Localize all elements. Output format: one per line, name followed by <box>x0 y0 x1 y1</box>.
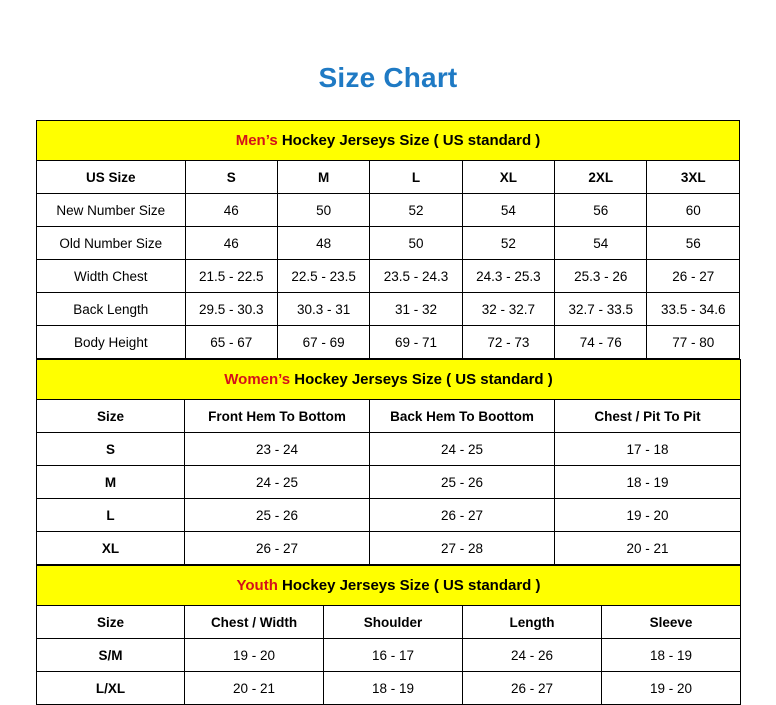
youth-row-0-val-2: 24 - 26 <box>463 639 602 672</box>
womens-row-2-val-2: 19 - 20 <box>555 499 741 532</box>
womens-row-0-val-2: 17 - 18 <box>555 433 741 466</box>
mens-row-0-val-0: 46 <box>185 194 277 227</box>
youth-row-1-val-2: 26 - 27 <box>463 672 602 705</box>
womens-row-3-val-2: 20 - 21 <box>555 532 741 565</box>
womens-row-1-val-2: 18 - 19 <box>555 466 741 499</box>
mens-col-2: M <box>277 161 369 194</box>
mens-row-2-val-3: 24.3 - 25.3 <box>462 260 554 293</box>
womens-row-0-label: S <box>37 433 185 466</box>
table-row <box>37 672 741 705</box>
mens-row-4-val-1: 67 - 69 <box>277 326 369 359</box>
page-title: Size Chart <box>318 62 458 93</box>
mens-row-0-val-2: 52 <box>370 194 462 227</box>
mens-row-0-val-4: 56 <box>555 194 647 227</box>
mens-row-1-val-3: 52 <box>462 227 554 260</box>
size-chart-container <box>36 120 740 705</box>
youth-section-header-row <box>37 566 741 606</box>
mens-row-2-val-4: 25.3 - 26 <box>555 260 647 293</box>
womens-col-1: Front Hem To Bottom <box>185 400 370 433</box>
mens-col-6: 3XL <box>647 161 740 194</box>
youth-size-table <box>36 565 741 705</box>
mens-col-1: S <box>185 161 277 194</box>
womens-row-3-val-0: 26 - 27 <box>185 532 370 565</box>
youth-section-rest: Hockey Jerseys Size ( US standard ) <box>277 577 541 594</box>
mens-row-3-val-1: 30.3 - 31 <box>277 293 369 326</box>
youth-row-1-label: L/XL <box>37 672 185 705</box>
mens-column-header-row <box>37 161 740 194</box>
womens-row-2-val-1: 26 - 27 <box>370 499 555 532</box>
youth-column-header-row <box>37 606 741 639</box>
womens-row-3-val-1: 27 - 28 <box>370 532 555 565</box>
table-row <box>37 532 741 565</box>
mens-col-3: L <box>370 161 462 194</box>
mens-row-4-val-2: 69 - 71 <box>370 326 462 359</box>
mens-section-header-row <box>37 121 740 161</box>
mens-row-2-val-0: 21.5 - 22.5 <box>185 260 277 293</box>
womens-row-2-val-0: 25 - 26 <box>185 499 370 532</box>
mens-row-3-val-4: 32.7 - 33.5 <box>555 293 647 326</box>
youth-col-3: Length <box>463 606 602 639</box>
mens-row-1-val-5: 56 <box>647 227 740 260</box>
mens-row-1-val-4: 54 <box>555 227 647 260</box>
table-row <box>37 639 741 672</box>
table-row <box>37 194 740 227</box>
mens-row-2-val-2: 23.5 - 24.3 <box>370 260 462 293</box>
mens-row-4-val-5: 77 - 80 <box>647 326 740 359</box>
mens-row-4-label: Body Height <box>37 326 186 359</box>
mens-row-2-label: Width Chest <box>37 260 186 293</box>
womens-column-header-row <box>37 400 741 433</box>
womens-row-0-val-1: 24 - 25 <box>370 433 555 466</box>
mens-row-1-val-1: 48 <box>277 227 369 260</box>
youth-row-1-val-0: 20 - 21 <box>185 672 324 705</box>
youth-row-0-val-3: 18 - 19 <box>602 639 741 672</box>
mens-row-1-val-0: 46 <box>185 227 277 260</box>
mens-section-header <box>37 121 740 161</box>
womens-section-header-row <box>37 360 741 400</box>
mens-section-accent: Men’s <box>235 132 278 149</box>
table-row <box>37 260 740 293</box>
mens-row-4-val-3: 72 - 73 <box>462 326 554 359</box>
mens-row-1-label: Old Number Size <box>37 227 186 260</box>
youth-row-1-val-3: 19 - 20 <box>602 672 741 705</box>
mens-row-0-val-3: 54 <box>462 194 554 227</box>
mens-row-2-val-5: 26 - 27 <box>647 260 740 293</box>
mens-size-table <box>36 120 740 359</box>
womens-size-table <box>36 359 741 565</box>
womens-row-3-label: XL <box>37 532 185 565</box>
mens-row-0-val-5: 60 <box>647 194 740 227</box>
mens-row-4-val-4: 74 - 76 <box>555 326 647 359</box>
youth-col-2: Shoulder <box>324 606 463 639</box>
womens-col-2: Back Hem To Boottom <box>370 400 555 433</box>
youth-col-0: Size <box>37 606 185 639</box>
mens-row-3-val-2: 31 - 32 <box>370 293 462 326</box>
youth-section-header <box>37 566 741 606</box>
mens-col-0: US Size <box>37 161 186 194</box>
mens-row-3-val-5: 33.5 - 34.6 <box>647 293 740 326</box>
womens-col-3: Chest / Pit To Pit <box>555 400 741 433</box>
mens-row-1-val-2: 50 <box>370 227 462 260</box>
womens-col-0: Size <box>37 400 185 433</box>
youth-row-1-val-1: 18 - 19 <box>324 672 463 705</box>
youth-row-0-label: S/M <box>37 639 185 672</box>
mens-row-0-label: New Number Size <box>37 194 186 227</box>
womens-row-2-label: L <box>37 499 185 532</box>
womens-section-header <box>37 360 741 400</box>
youth-row-0-val-1: 16 - 17 <box>324 639 463 672</box>
womens-row-1-val-1: 25 - 26 <box>370 466 555 499</box>
womens-row-1-label: M <box>37 466 185 499</box>
mens-row-3-label: Back Length <box>37 293 186 326</box>
mens-row-3-val-0: 29.5 - 30.3 <box>185 293 277 326</box>
mens-row-2-val-1: 22.5 - 23.5 <box>277 260 369 293</box>
mens-col-4: XL <box>462 161 554 194</box>
youth-row-0-val-0: 19 - 20 <box>185 639 324 672</box>
womens-row-1-val-0: 24 - 25 <box>185 466 370 499</box>
table-row <box>37 326 740 359</box>
womens-section-rest: Hockey Jerseys Size ( US standard ) <box>290 371 553 388</box>
table-row <box>37 227 740 260</box>
mens-section-rest: Hockey Jerseys Size ( US standard ) <box>277 132 541 149</box>
table-row <box>37 499 741 532</box>
youth-col-1: Chest / Width <box>185 606 324 639</box>
table-row <box>37 466 741 499</box>
table-row <box>37 433 741 466</box>
youth-section-accent: Youth <box>236 577 278 594</box>
womens-section-accent: Women’s <box>224 371 291 388</box>
mens-col-5: 2XL <box>555 161 647 194</box>
table-row <box>37 293 740 326</box>
mens-row-4-val-0: 65 - 67 <box>185 326 277 359</box>
womens-row-0-val-0: 23 - 24 <box>185 433 370 466</box>
mens-row-0-val-1: 50 <box>277 194 369 227</box>
mens-row-3-val-3: 32 - 32.7 <box>462 293 554 326</box>
youth-col-4: Sleeve <box>602 606 741 639</box>
